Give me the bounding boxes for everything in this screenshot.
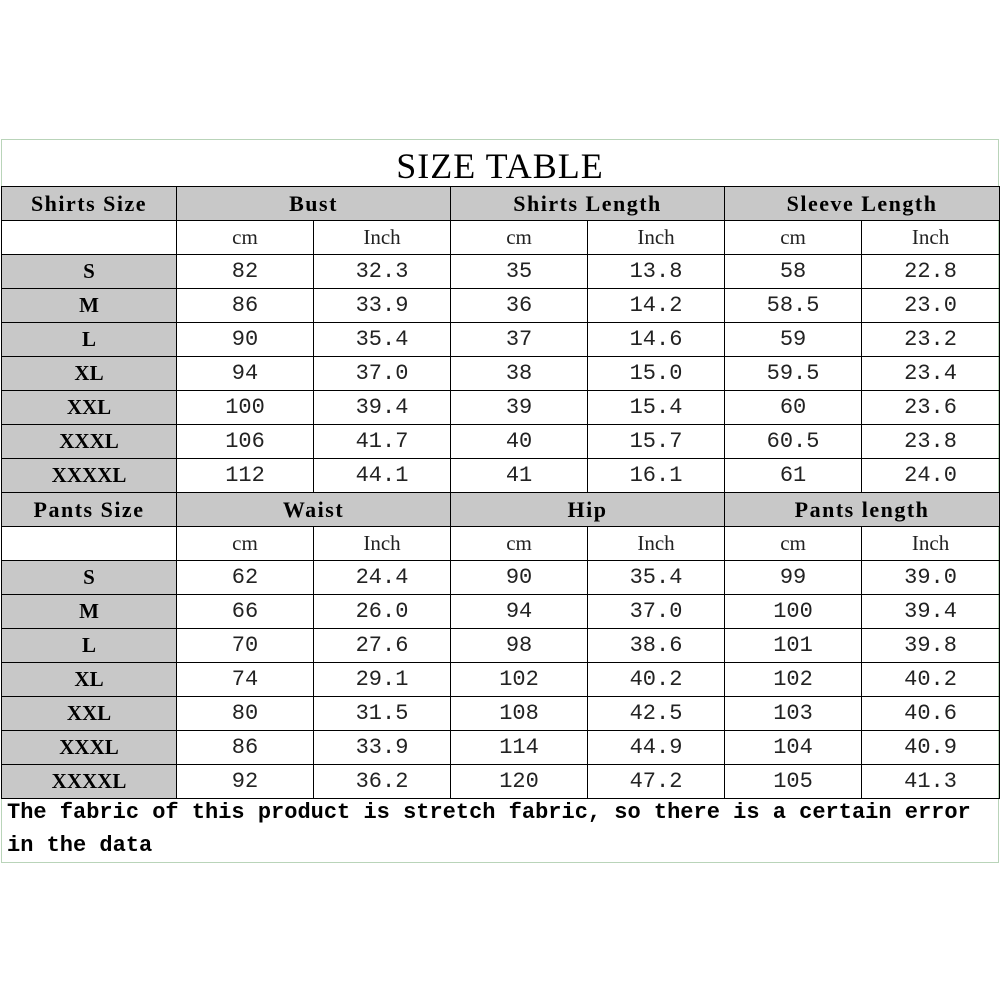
table-row — [2, 255, 1000, 289]
pants-group-header: Hip — [451, 493, 725, 527]
measurement-cell: 82 — [177, 255, 314, 289]
measurement-cell: 62 — [177, 561, 314, 595]
measurement-cell: 39.0 — [862, 561, 1000, 595]
measurement-cell: 33.9 — [314, 289, 451, 323]
measurement-cell: 102 — [451, 663, 588, 697]
measurement-cell: 59 — [725, 323, 862, 357]
measurement-cell: 61 — [725, 459, 862, 493]
measurement-cell: 44.9 — [588, 731, 725, 765]
measurement-cell: 27.6 — [314, 629, 451, 663]
measurement-cell: 15.7 — [588, 425, 725, 459]
measurement-cell: 60 — [725, 391, 862, 425]
measurement-cell: 41.3 — [862, 765, 1000, 799]
measurement-cell: 58.5 — [725, 289, 862, 323]
unit-label: Inch — [588, 527, 725, 561]
table-row — [2, 425, 1000, 459]
measurement-cell: 41.7 — [314, 425, 451, 459]
table-row — [2, 731, 1000, 765]
table-row — [2, 289, 1000, 323]
size-label: XXXXL — [2, 765, 177, 799]
pants-group-header: Waist — [177, 493, 451, 527]
table-row — [2, 629, 1000, 663]
measurement-cell: 35.4 — [588, 561, 725, 595]
unit-label: cm — [725, 221, 862, 255]
measurement-cell: 106 — [177, 425, 314, 459]
measurement-cell: 41 — [451, 459, 588, 493]
page-title: SIZE TABLE — [396, 146, 604, 186]
measurement-cell: 74 — [177, 663, 314, 697]
measurement-cell: 32.3 — [314, 255, 451, 289]
measurement-cell: 37.0 — [588, 595, 725, 629]
measurement-cell: 24.0 — [862, 459, 1000, 493]
measurement-cell: 39.8 — [862, 629, 1000, 663]
measurement-cell: 39 — [451, 391, 588, 425]
unit-label: cm — [177, 221, 314, 255]
pants-group-header: Pants length — [725, 493, 1000, 527]
size-label: L — [2, 629, 177, 663]
table-row — [2, 595, 1000, 629]
measurement-cell: 35 — [451, 255, 588, 289]
measurement-cell: 120 — [451, 765, 588, 799]
shirts-group-header: Bust — [177, 187, 451, 221]
measurement-cell: 40.6 — [862, 697, 1000, 731]
table-row — [2, 697, 1000, 731]
measurement-cell: 39.4 — [314, 391, 451, 425]
measurement-cell: 94 — [451, 595, 588, 629]
measurement-cell: 114 — [451, 731, 588, 765]
measurement-cell: 104 — [725, 731, 862, 765]
measurement-cell: 14.6 — [588, 323, 725, 357]
measurement-cell: 36 — [451, 289, 588, 323]
shirts-unit-blank — [2, 221, 177, 255]
pants-header-row — [2, 493, 1000, 527]
table-row — [2, 357, 1000, 391]
size-label: S — [2, 561, 177, 595]
measurement-cell: 42.5 — [588, 697, 725, 731]
shirts-header-row — [2, 187, 1000, 221]
measurement-cell: 22.8 — [862, 255, 1000, 289]
measurement-cell: 39.4 — [862, 595, 1000, 629]
measurement-cell: 38 — [451, 357, 588, 391]
size-label: XXL — [2, 391, 177, 425]
measurement-cell: 15.4 — [588, 391, 725, 425]
size-label: M — [2, 289, 177, 323]
measurement-cell: 14.2 — [588, 289, 725, 323]
measurement-cell: 94 — [177, 357, 314, 391]
shirts-size-header: Shirts Size — [2, 187, 177, 221]
unit-label: cm — [451, 221, 588, 255]
measurement-cell: 86 — [177, 289, 314, 323]
fabric-note: The fabric of this product is stretch fabric, so there is a certain error in the data — [7, 800, 971, 858]
measurement-cell: 90 — [451, 561, 588, 595]
measurement-cell: 31.5 — [314, 697, 451, 731]
unit-label: cm — [451, 527, 588, 561]
measurement-cell: 40.9 — [862, 731, 1000, 765]
unit-label: cm — [725, 527, 862, 561]
pants-size-header: Pants Size — [2, 493, 177, 527]
size-label: S — [2, 255, 177, 289]
measurement-cell: 40.2 — [862, 663, 1000, 697]
measurement-cell: 33.9 — [314, 731, 451, 765]
measurement-cell: 38.6 — [588, 629, 725, 663]
measurement-cell: 13.8 — [588, 255, 725, 289]
size-label: M — [2, 595, 177, 629]
measurement-cell: 37 — [451, 323, 588, 357]
size-label: XXL — [2, 697, 177, 731]
size-label: XL — [2, 357, 177, 391]
measurement-cell: 103 — [725, 697, 862, 731]
measurement-cell: 23.4 — [862, 357, 1000, 391]
measurement-cell: 112 — [177, 459, 314, 493]
measurement-cell: 35.4 — [314, 323, 451, 357]
measurement-cell: 29.1 — [314, 663, 451, 697]
table-row — [2, 391, 1000, 425]
pants-unit-row — [2, 527, 1000, 561]
measurement-cell: 23.2 — [862, 323, 1000, 357]
measurement-cell: 47.2 — [588, 765, 725, 799]
measurement-cell: 70 — [177, 629, 314, 663]
measurement-cell: 99 — [725, 561, 862, 595]
size-table — [1, 186, 1000, 799]
measurement-cell: 98 — [451, 629, 588, 663]
measurement-cell: 108 — [451, 697, 588, 731]
measurement-cell: 90 — [177, 323, 314, 357]
table-row — [2, 765, 1000, 799]
table-row — [2, 323, 1000, 357]
measurement-cell: 105 — [725, 765, 862, 799]
measurement-cell: 100 — [177, 391, 314, 425]
table-row — [2, 561, 1000, 595]
measurement-cell: 15.0 — [588, 357, 725, 391]
size-label: XXXL — [2, 731, 177, 765]
measurement-cell: 100 — [725, 595, 862, 629]
unit-label: Inch — [314, 527, 451, 561]
unit-label: Inch — [588, 221, 725, 255]
unit-label: Inch — [314, 221, 451, 255]
measurement-cell: 40.2 — [588, 663, 725, 697]
size-label: XXXXL — [2, 459, 177, 493]
measurement-cell: 44.1 — [314, 459, 451, 493]
size-label: XXXL — [2, 425, 177, 459]
table-row — [2, 459, 1000, 493]
unit-label: Inch — [862, 221, 1000, 255]
measurement-cell: 59.5 — [725, 357, 862, 391]
measurement-cell: 58 — [725, 255, 862, 289]
measurement-cell: 26.0 — [314, 595, 451, 629]
shirts-unit-row — [2, 221, 1000, 255]
measurement-cell: 60.5 — [725, 425, 862, 459]
pants-unit-blank — [2, 527, 177, 561]
measurement-cell: 37.0 — [314, 357, 451, 391]
measurement-cell: 102 — [725, 663, 862, 697]
measurement-cell: 66 — [177, 595, 314, 629]
table-row — [2, 663, 1000, 697]
measurement-cell: 80 — [177, 697, 314, 731]
measurement-cell: 92 — [177, 765, 314, 799]
shirts-group-header: Sleeve Length — [725, 187, 1000, 221]
measurement-cell: 24.4 — [314, 561, 451, 595]
measurement-cell: 23.0 — [862, 289, 1000, 323]
unit-label: Inch — [862, 527, 1000, 561]
measurement-cell: 40 — [451, 425, 588, 459]
shirts-group-header: Shirts Length — [451, 187, 725, 221]
size-label: XL — [2, 663, 177, 697]
measurement-cell: 16.1 — [588, 459, 725, 493]
unit-label: cm — [177, 527, 314, 561]
measurement-cell: 23.8 — [862, 425, 1000, 459]
size-label: L — [2, 323, 177, 357]
measurement-cell: 86 — [177, 731, 314, 765]
measurement-cell: 23.6 — [862, 391, 1000, 425]
measurement-cell: 36.2 — [314, 765, 451, 799]
measurement-cell: 101 — [725, 629, 862, 663]
